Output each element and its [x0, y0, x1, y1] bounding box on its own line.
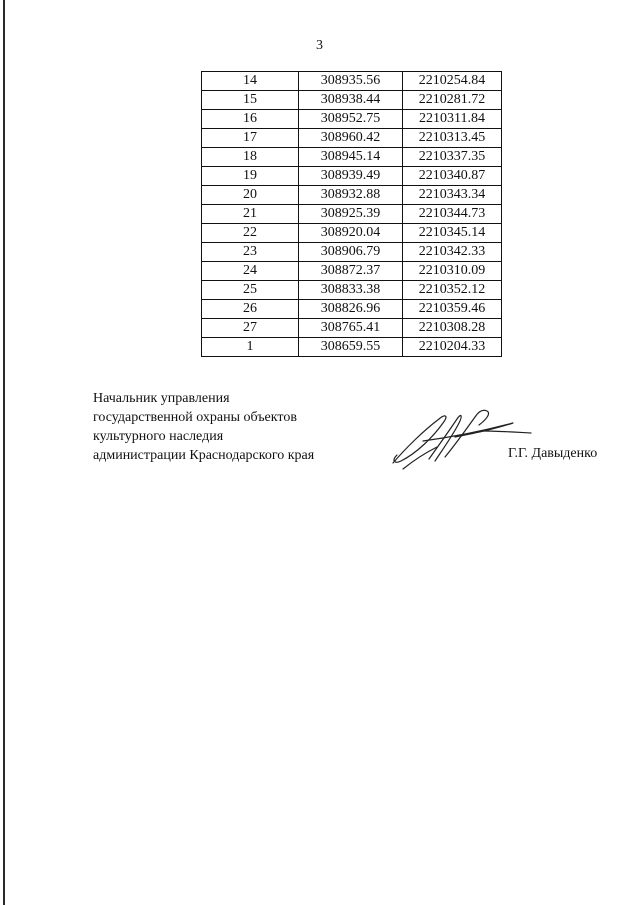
y-coordinate-cell: 2210345.14: [403, 224, 502, 243]
point-number-cell: 20: [202, 186, 299, 205]
point-number-cell: 17: [202, 129, 299, 148]
table-row: [202, 186, 502, 205]
table-row: [202, 91, 502, 110]
signatory-position-line: государственной охраны объектов: [93, 410, 297, 425]
y-coordinate-cell: 2210342.33: [403, 243, 502, 262]
page-edge-line: [3, 0, 5, 905]
point-number-cell: 16: [202, 110, 299, 129]
point-number-cell: 21: [202, 205, 299, 224]
point-number-cell: 19: [202, 167, 299, 186]
signatory-position: [93, 389, 314, 465]
point-number-cell: 14: [202, 72, 299, 91]
y-coordinate-cell: 2210281.72: [403, 91, 502, 110]
point-number-cell: 24: [202, 262, 299, 281]
page-number: 3: [316, 38, 323, 53]
x-coordinate-cell: 308826.96: [299, 300, 403, 319]
table-row: [202, 224, 502, 243]
point-number-cell: 15: [202, 91, 299, 110]
y-coordinate-cell: 2210313.45: [403, 129, 502, 148]
table-row: [202, 262, 502, 281]
x-coordinate-cell: 308906.79: [299, 243, 403, 262]
x-coordinate-cell: 308952.75: [299, 110, 403, 129]
table-row: [202, 243, 502, 262]
y-coordinate-cell: 2210352.12: [403, 281, 502, 300]
point-number-cell: 18: [202, 148, 299, 167]
y-coordinate-cell: 2210204.33: [403, 338, 502, 357]
table-row: [202, 319, 502, 338]
signatory-name: Г.Г. Давыденко: [508, 446, 598, 461]
table-row: [202, 148, 502, 167]
y-coordinate-cell: 2210311.84: [403, 110, 502, 129]
signatory-position-line: администрации Краснодарского края: [93, 448, 315, 463]
table-row: [202, 167, 502, 186]
point-number-cell: 22: [202, 224, 299, 243]
x-coordinate-cell: 308938.44: [299, 91, 403, 110]
table-row: [202, 129, 502, 148]
x-coordinate-cell: 308765.41: [299, 319, 403, 338]
point-number-cell: 1: [202, 338, 299, 357]
x-coordinate-cell: 308659.55: [299, 338, 403, 357]
y-coordinate-cell: 2210337.35: [403, 148, 502, 167]
x-coordinate-cell: 308945.14: [299, 148, 403, 167]
table-row: [202, 72, 502, 91]
point-number-cell: 26: [202, 300, 299, 319]
signatory-position-line: культурного наследия: [93, 429, 224, 444]
x-coordinate-cell: 308932.88: [299, 186, 403, 205]
x-coordinate-cell: 308872.37: [299, 262, 403, 281]
x-coordinate-cell: 308925.39: [299, 205, 403, 224]
y-coordinate-cell: 2210344.73: [403, 205, 502, 224]
y-coordinate-cell: 2210308.28: [403, 319, 502, 338]
x-coordinate-cell: 308939.49: [299, 167, 403, 186]
x-coordinate-cell: 308833.38: [299, 281, 403, 300]
point-number-cell: 27: [202, 319, 299, 338]
signatory-position-line: Начальник управления: [93, 391, 230, 406]
y-coordinate-cell: 2210310.09: [403, 262, 502, 281]
handwritten-signature: [383, 401, 533, 473]
y-coordinate-cell: 2210343.34: [403, 186, 502, 205]
coordinates-table: [201, 71, 502, 357]
table-row: [202, 110, 502, 129]
table-row: [202, 281, 502, 300]
x-coordinate-cell: 308920.04: [299, 224, 403, 243]
y-coordinate-cell: 2210359.46: [403, 300, 502, 319]
table-row: [202, 205, 502, 224]
point-number-cell: 25: [202, 281, 299, 300]
x-coordinate-cell: 308960.42: [299, 129, 403, 148]
table-row: [202, 338, 502, 357]
coordinates-table-body: [202, 72, 502, 357]
x-coordinate-cell: 308935.56: [299, 72, 403, 91]
table-row: [202, 300, 502, 319]
y-coordinate-cell: 2210340.87: [403, 167, 502, 186]
y-coordinate-cell: 2210254.84: [403, 72, 502, 91]
point-number-cell: 23: [202, 243, 299, 262]
